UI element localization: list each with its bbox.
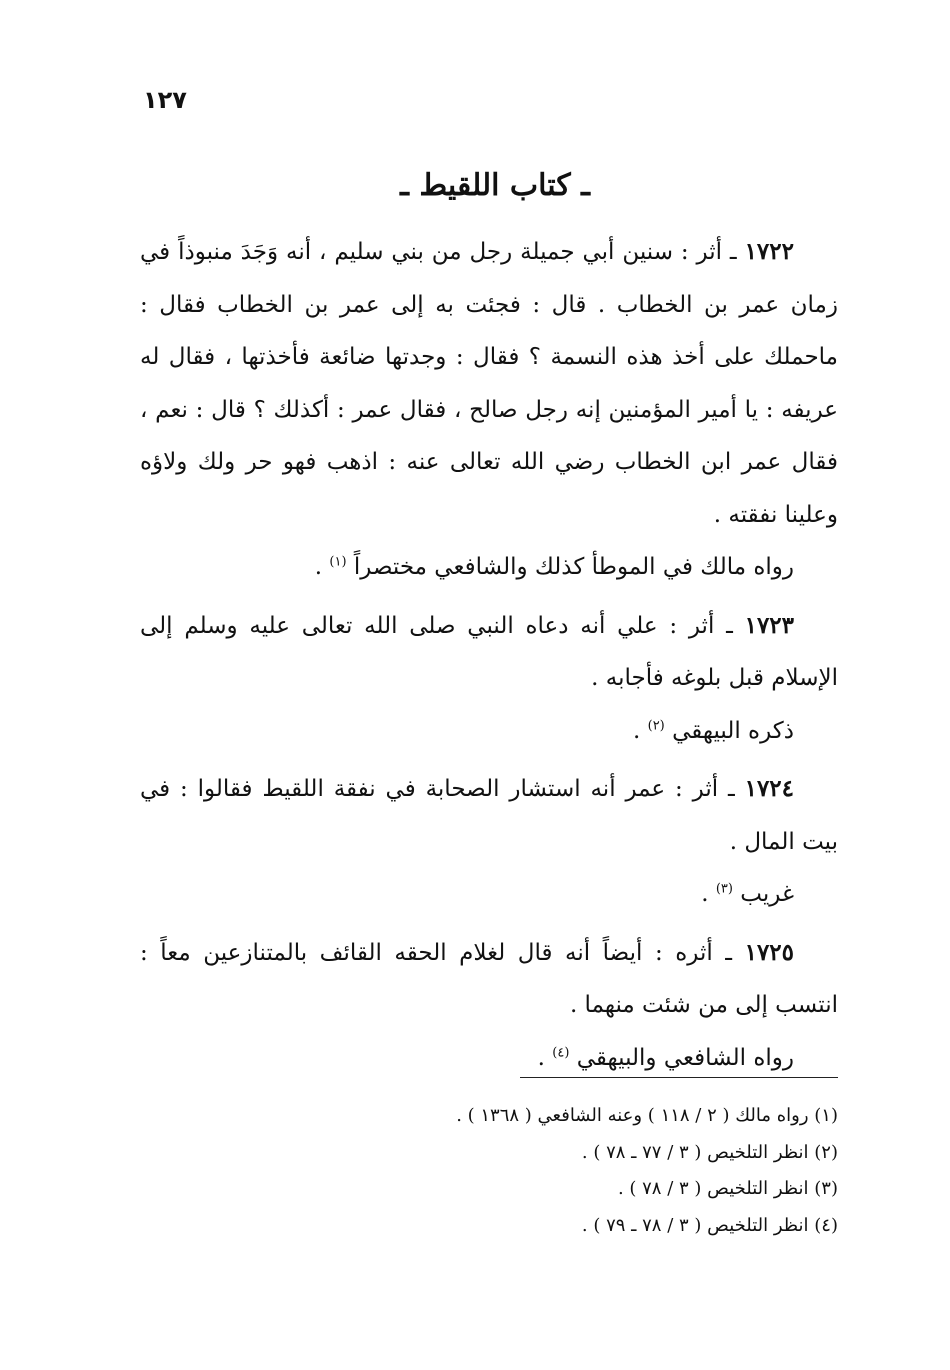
footnote-4: (٤) انظر التلخيص ( ٣ / ٧٨ ـ ٧٩ ) . <box>581 1214 838 1236</box>
source-text: ذكره البيهقي <box>672 717 794 744</box>
entry-1722 <box>140 226 838 541</box>
footnote-divider <box>520 1077 838 1078</box>
footnote-2: (٢) انظر التلخيص ( ٣ / ٧٧ ـ ٧٨ ) . <box>581 1141 838 1163</box>
entry-text: ـ أثر : سنين أبي جميلة رجل من بني سليم ، أنه وَجَدَ منبوذاً في زمان عمر بن الخطاب . قال : فجئت به إلى عمر بن الخطاب فقال : ماحملك على أخذ هذه النسمة ؟ فقال : وجدتها ضائعة فأخذتها ، فقال له عريفه : يا أمير المؤمنين إنه رجل صالح ، فقال عمر : أكذلك ؟ قال : نعم ، فقال عمر ابن الخطاب رضي الله تعالى عنه : اذهب فهو حر ولك ولاؤه وعلينا نفقته . <box>140 239 838 528</box>
entry-1724 <box>140 763 838 868</box>
note-end: . <box>537 1044 553 1071</box>
note-end: . <box>314 554 330 580</box>
note-end: . <box>701 881 716 907</box>
footnote-1: (١) رواه مالك ( ٢ / ١١٨ ) وعنه الشافعي ( ١٣٦٨ ) . <box>456 1105 838 1126</box>
footnote-ref: (٢) <box>647 717 665 733</box>
entry-text: ـ أثره : أيضاً أنه قال لغلام الحقه القائف بالمتنازعين معاً : انتسب إلى من شئت منهما . <box>140 939 838 1018</box>
entry-number: ١٧٢٣ <box>744 611 795 639</box>
footnotes <box>400 1098 838 1244</box>
source-text: غريب <box>740 881 794 907</box>
main-text <box>140 226 838 1090</box>
entry-1725 <box>140 927 838 1032</box>
entry-text: ـ أثر : علي أنه دعاه النبي صلى الله تعالى عليه وسلم إلى الإسلام قبل بلوغه فأجابه . <box>140 612 838 691</box>
entry-text: ـ أثر : عمر أنه استشار الصحابة في نفقة اللقيط فقالوا : في بيت المال . <box>140 776 838 855</box>
chapter-title: ـ كتاب اللقيط ـ <box>400 168 590 203</box>
entry-number: ١٧٢٢ <box>744 238 794 265</box>
page-number: ١٢٧ <box>143 86 187 114</box>
entry-source-note <box>140 868 838 921</box>
entry-number: ١٧٢٥ <box>744 938 795 966</box>
footnote-3: (٣) انظر التلخيص ( ٣ / ٧٨ ) . <box>617 1178 838 1199</box>
entry-source-note <box>140 705 838 758</box>
entry-number: ١٧٢٤ <box>744 775 795 802</box>
footnote-ref: (١) <box>329 554 347 570</box>
source-text: رواه مالك في الموطأ كذلك والشافعي مختصراً <box>353 554 794 580</box>
entry-1723 <box>140 600 838 705</box>
source-text: رواه الشافعي والبيهقي <box>576 1044 794 1071</box>
entry-source-note <box>140 541 838 594</box>
footnote-ref: (٣) <box>715 881 733 897</box>
note-end: . <box>632 717 648 744</box>
footnote-ref: (٤) <box>552 1044 570 1060</box>
